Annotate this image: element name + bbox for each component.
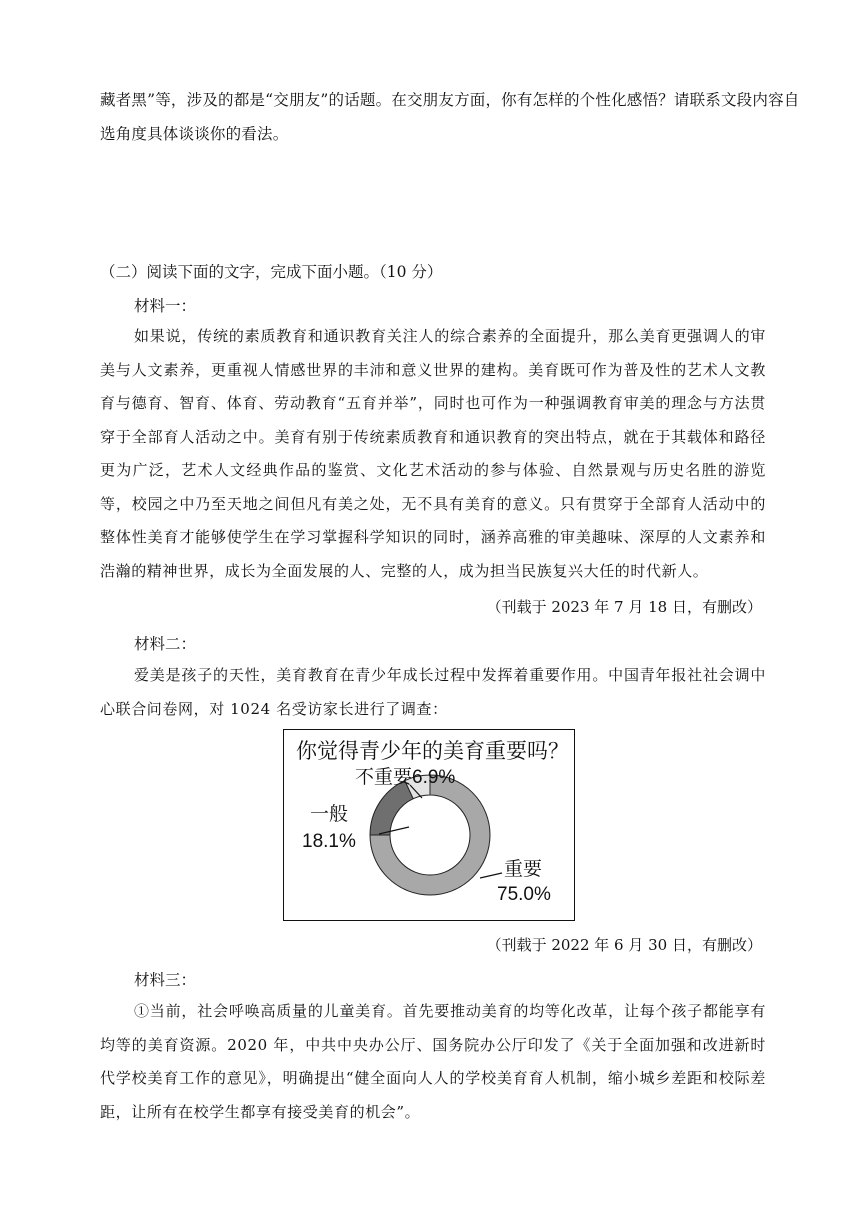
- label-general-value: 18.1%: [302, 831, 356, 852]
- slice-1: [370, 781, 413, 835]
- donut-chart: [284, 730, 573, 919]
- label-unimportant: 不重要6.9%: [355, 767, 456, 788]
- material-3-text: ①当前，社会呼唤高质量的儿童美育。首先要推动美育的均等化改革，让每个孩子都能享有均等的美育资源。2020 年，中共中央办公厅、国务院办公厅印发了《关于全面加强和改进新时代学校美育工作的意见》，明确提出“健全面向人人的学校美育育人机制，缩小城乡差距和校际差距，让所有在校学生都享有接受美育的机会”。: [100, 1002, 766, 1121]
- material-1-label: 材料一：: [134, 297, 197, 315]
- material-2-source: （刊载于 2022 年 6 月 30 日，有删改）: [486, 936, 762, 954]
- survey-chart: [283, 729, 575, 921]
- material-2-text: 爱美是孩子的天性，美育教育在青少年成长过程中发挥着重要作用。中国青年报社社会调中心联合问卷网，对 1024 名受访家长进行了调查：: [100, 666, 766, 718]
- question-tail-line-1: 藏者黑”等，涉及的都是“交朋友”的话题。在交朋友方面，你有怎样的个性化感悟？请联系文段内容自: [100, 91, 800, 109]
- material-2-label: 材料二：: [134, 635, 197, 653]
- material-1-text: 如果说，传统的素质教育和通识教育关注人的综合素养的全面提升，那么美育更强调人的审美与人文素养，更重视人情感世界的丰沛和意义世界的建构。美育既可作为普及性的艺术人文教育与德育、智育、体育、劳动教育“五育并举”，同时也可作为一种强调教育审美的理念与方法贯穿于全部育人活动之中。美育有别于传统素质教育和通识教育的突出特点，就在于其载体和路径更为广泛，艺术人文经典作品的鉴赏、文化艺术活动的参与体验、自然景观与历史名胜的游览等，校园之中乃至天地之间但凡有美之处，无不具有美育的意义。只有贯穿于全部育人活动中的整体性美育才能够使学生在学习掌握科学知识的同时，涵养高雅的审美趣味、深厚的人文素养和浩瀚的精神世界，成长为全面发展的人、完整的人，成为担当民族复兴大任的时代新人。: [100, 327, 766, 580]
- chart-title: 你觉得青少年的美育重要吗？: [296, 740, 569, 763]
- leader-line-important: [480, 873, 502, 878]
- label-general-name: 一般: [310, 804, 349, 825]
- material-3-label: 材料三：: [134, 971, 197, 989]
- material-1-source: （刊载于 2023 年 7 月 18 日，有删改）: [486, 598, 762, 616]
- section-heading: （二）阅读下面的文字，完成下面小题。（10 分）: [100, 263, 443, 281]
- label-important-name: 重要: [504, 859, 543, 880]
- label-important-value: 75.0%: [497, 884, 551, 905]
- question-tail-line-2: 选角度具体谈谈你的看法。: [100, 125, 289, 143]
